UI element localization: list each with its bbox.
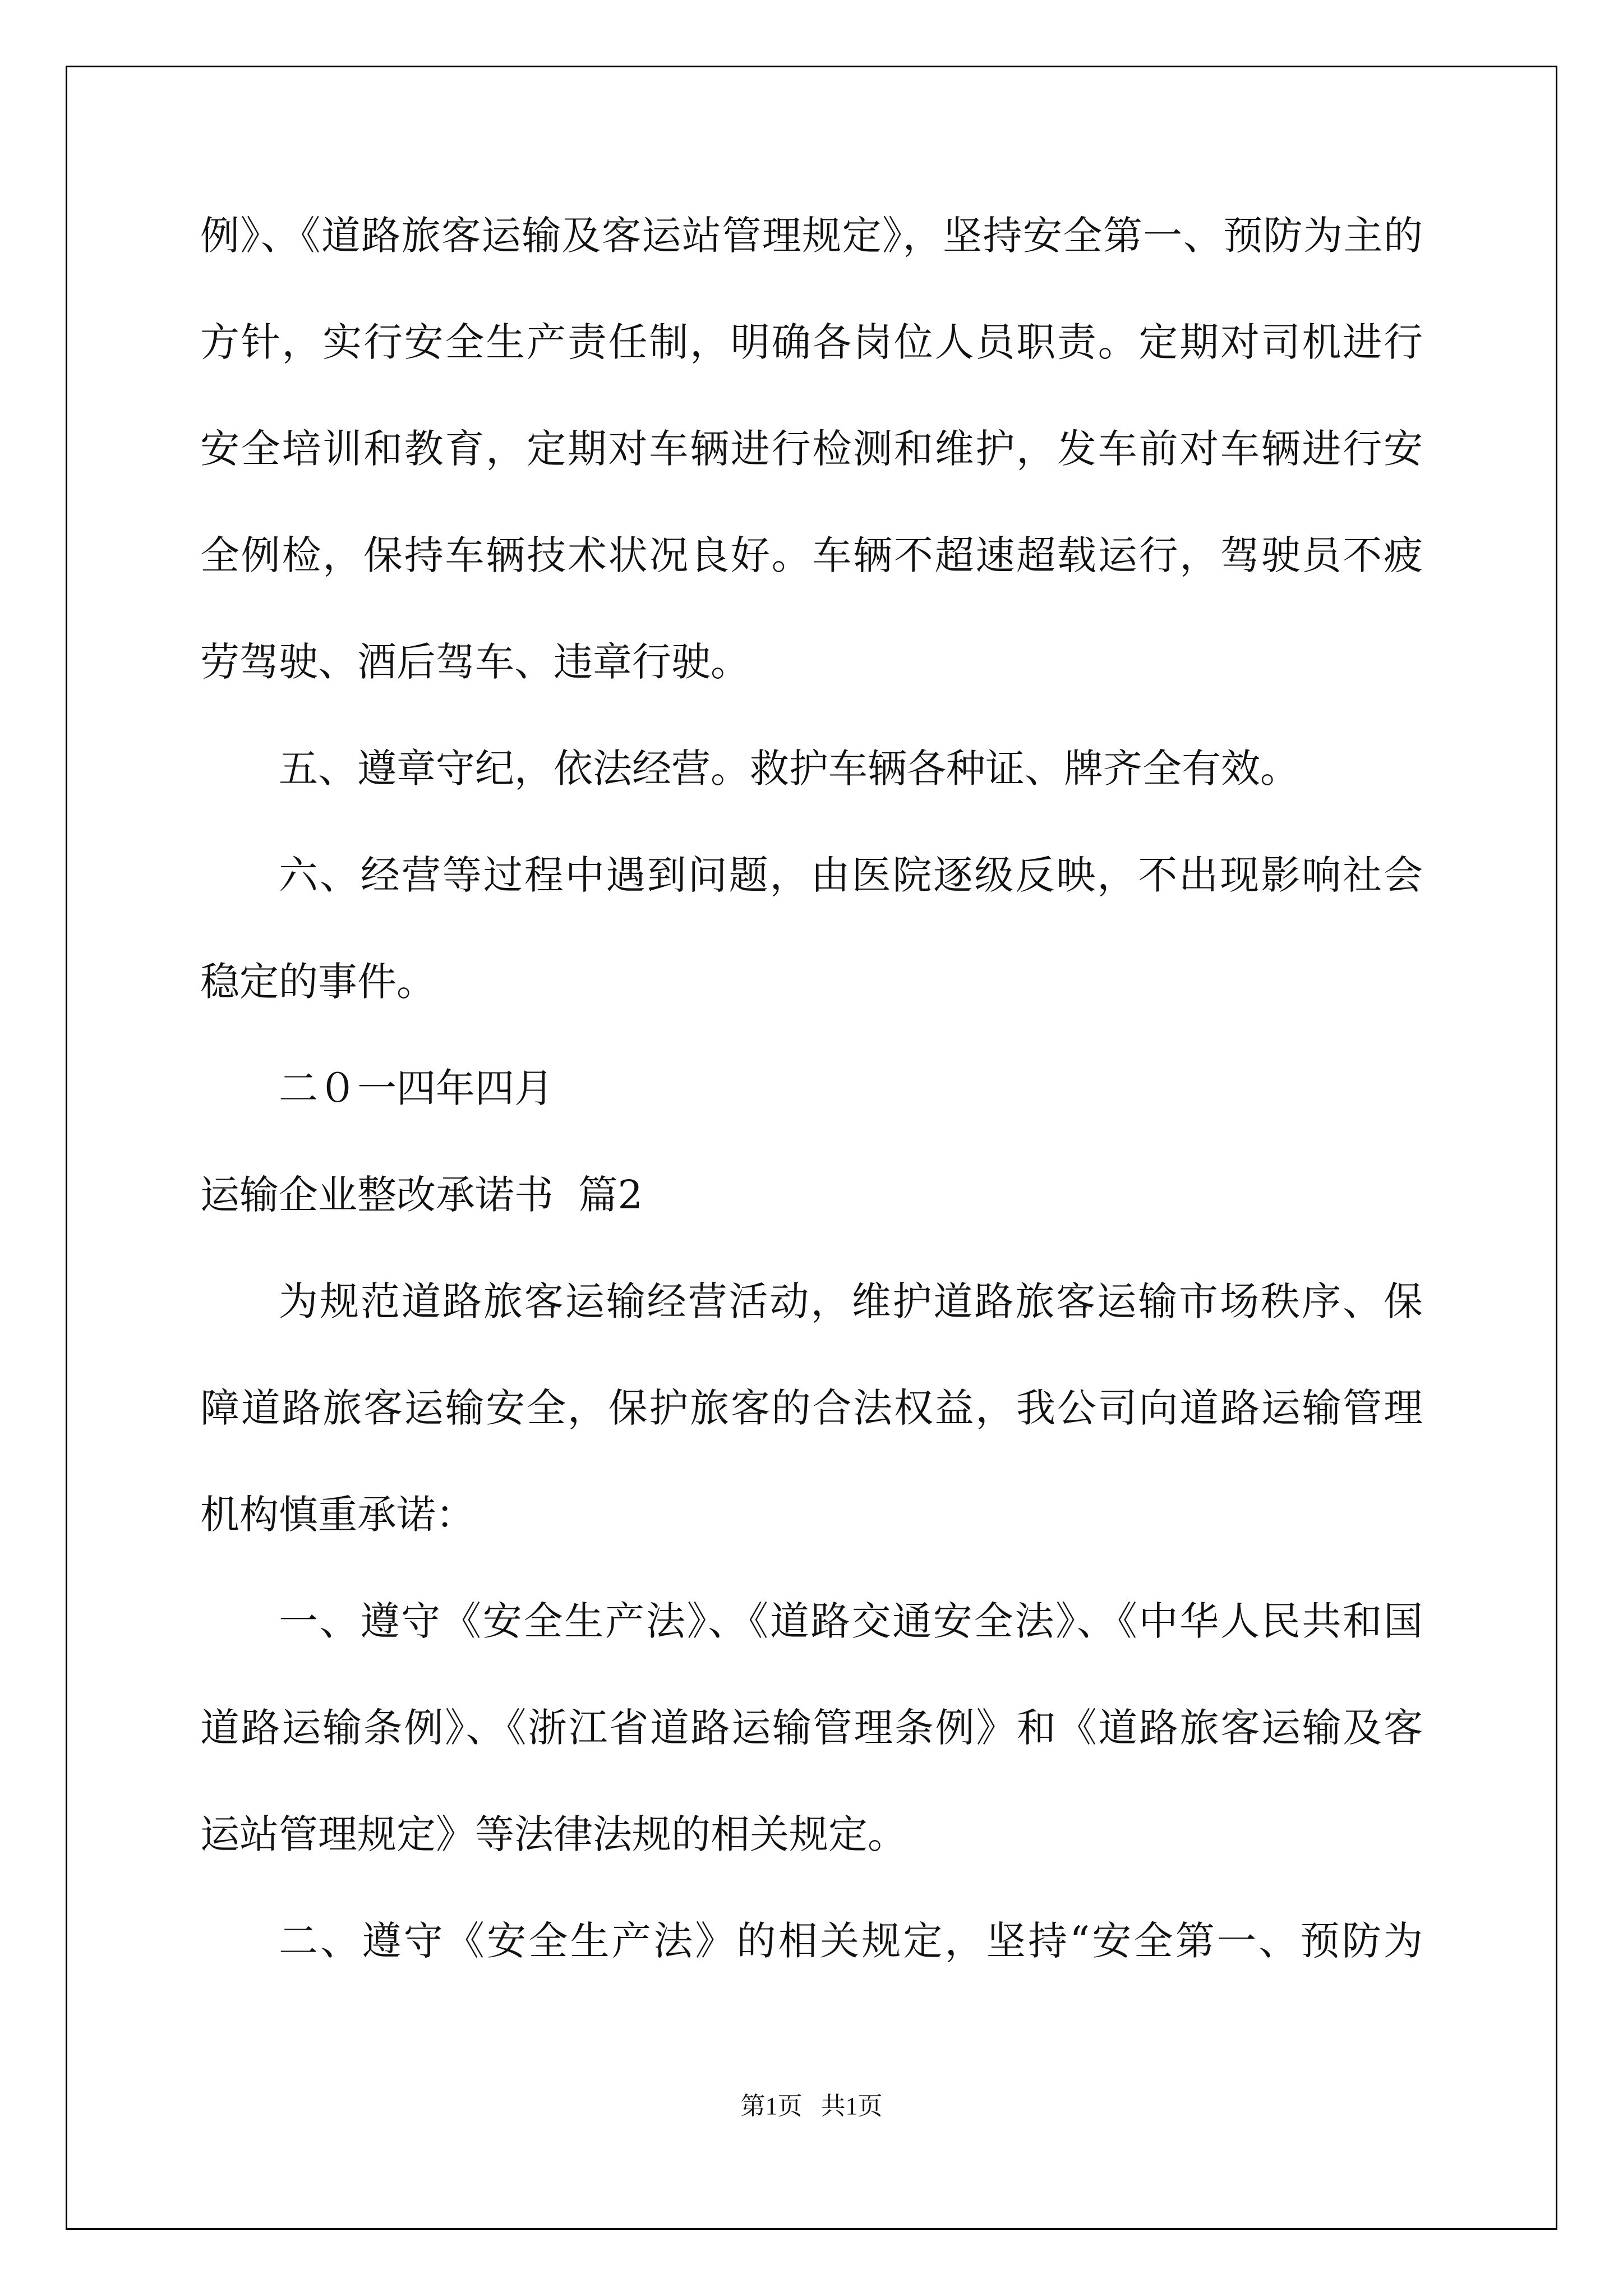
body-line: 例》、《道路旅客运输及客运站管理规定》，坚持安全第一、预防为主的 — [200, 213, 1423, 259]
body-line: 劳驾驶、酒后驾车、违章行驶。 — [200, 639, 750, 685]
body-line: 运站管理规定》等法律法规的相关规定。 — [200, 1811, 907, 1857]
page-footer — [0, 2086, 1623, 2122]
body-line: 安全培训和教育，定期对车辆进行检测和维护，发车前对车辆进行安 — [200, 426, 1423, 472]
page-number: 第1页 — [740, 2092, 803, 2120]
paragraph-line: 一、遵守《安全生产法》、《道路交通安全法》、《中华人民共和国 — [279, 1598, 1423, 1644]
date-line: 二０一四年四月 — [279, 1065, 554, 1111]
paragraph-line: 二、遵守《安全生产法》的相关规定，坚持“安全第一、预防为 — [279, 1918, 1423, 1964]
page-total: 共1页 — [820, 2092, 883, 2120]
paragraph-line: 五、遵章守纪，依法经营。救护车辆各种证、牌齐全有效。 — [279, 746, 1299, 792]
body-line: 方针，实行安全生产责任制，明确各岗位人员职责。定期对司机进行 — [200, 319, 1423, 365]
paragraph-line: 六、经营等过程中遇到问题，由医院逐级反映，不出现影响社会 — [279, 852, 1423, 898]
body-line: 机构慎重承诺： — [200, 1492, 475, 1538]
paragraph-line: 为规范道路旅客运输经营活动，维护道路旅客运输市场秩序、保 — [279, 1278, 1423, 1324]
body-line: 障道路旅客运输安全，保护旅客的合法权益，我公司向道路运输管理 — [200, 1385, 1423, 1431]
section-title: 运输企业整改承诺书 篇2 — [200, 1172, 643, 1218]
body-line: 全例检，保持车辆技术状况良好。车辆不超速超载运行，驾驶员不疲 — [200, 532, 1423, 578]
document-body — [200, 208, 1423, 2019]
body-line: 稳定的事件。 — [200, 959, 436, 1005]
body-line: 道路运输条例》、《浙江省道路运输管理条例》和《道路旅客运输及客 — [200, 1705, 1423, 1751]
